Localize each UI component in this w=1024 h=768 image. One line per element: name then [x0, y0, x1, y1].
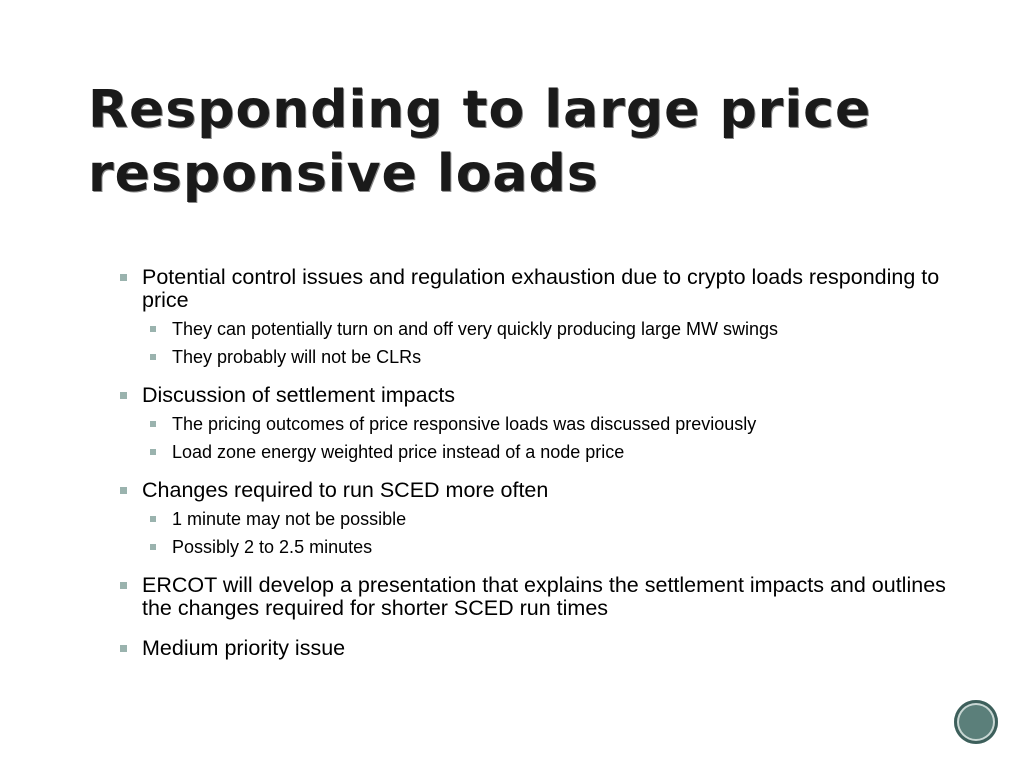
- bullet-group: [120, 479, 980, 558]
- sub-bullet-text: Possibly 2 to 2.5 minutes: [172, 537, 373, 557]
- bullet-text: Potential control issues and regulation exhaustion due to crypto loads responding to price: [142, 265, 940, 312]
- square-bullet-icon: [150, 544, 156, 550]
- sub-bullet-item: [142, 413, 980, 435]
- bullet-group: [120, 384, 980, 463]
- bullet-item: [120, 384, 980, 407]
- bullet-item: [120, 266, 980, 312]
- slide-title-line-2: responsive loads: [88, 144, 599, 204]
- sub-bullet-item: [142, 536, 980, 558]
- square-bullet-icon: [150, 326, 156, 332]
- bullet-text: Discussion of settlement impacts: [142, 383, 456, 407]
- bullet-text: ERCOT will develop a presentation that explains the settlement impacts and outlines the changes required for shorter SCED run times: [142, 573, 946, 620]
- sub-bullet-text: 1 minute may not be possible: [172, 509, 407, 529]
- square-bullet-icon: [120, 645, 127, 652]
- square-bullet-icon: [120, 582, 127, 589]
- square-bullet-icon: [150, 421, 156, 427]
- slide-title-line-1: Responding to large price: [88, 80, 872, 140]
- square-bullet-icon: [120, 392, 127, 399]
- slide-nav-button[interactable]: [954, 700, 998, 744]
- slide-title: [88, 78, 968, 206]
- sub-bullet-item: [142, 441, 980, 463]
- slide-content: [120, 266, 980, 676]
- sub-bullet-item: [142, 346, 980, 368]
- bullet-item: [120, 637, 980, 660]
- square-bullet-icon: [150, 449, 156, 455]
- bullet-item: [120, 574, 980, 620]
- sub-bullet-text: Load zone energy weighted price instead of a node price: [172, 442, 625, 462]
- sub-bullet-text: They can potentially turn on and off very quickly producing large MW swings: [172, 319, 778, 339]
- square-bullet-icon: [120, 487, 127, 494]
- sub-bullet-item: [142, 318, 980, 340]
- bullet-item: [120, 479, 980, 502]
- bullet-text: Changes required to run SCED more often: [142, 478, 549, 502]
- bullet-group: [120, 266, 980, 368]
- square-bullet-icon: [150, 516, 156, 522]
- sub-bullet-item: [142, 508, 980, 530]
- square-bullet-icon: [120, 274, 127, 281]
- bullet-text: Medium priority issue: [142, 636, 346, 660]
- bullet-group: [120, 574, 980, 620]
- bullet-group: [120, 637, 980, 660]
- square-bullet-icon: [150, 354, 156, 360]
- sub-bullet-text: They probably will not be CLRs: [172, 347, 422, 367]
- sub-bullet-text: The pricing outcomes of price responsive loads was discussed previously: [172, 414, 757, 434]
